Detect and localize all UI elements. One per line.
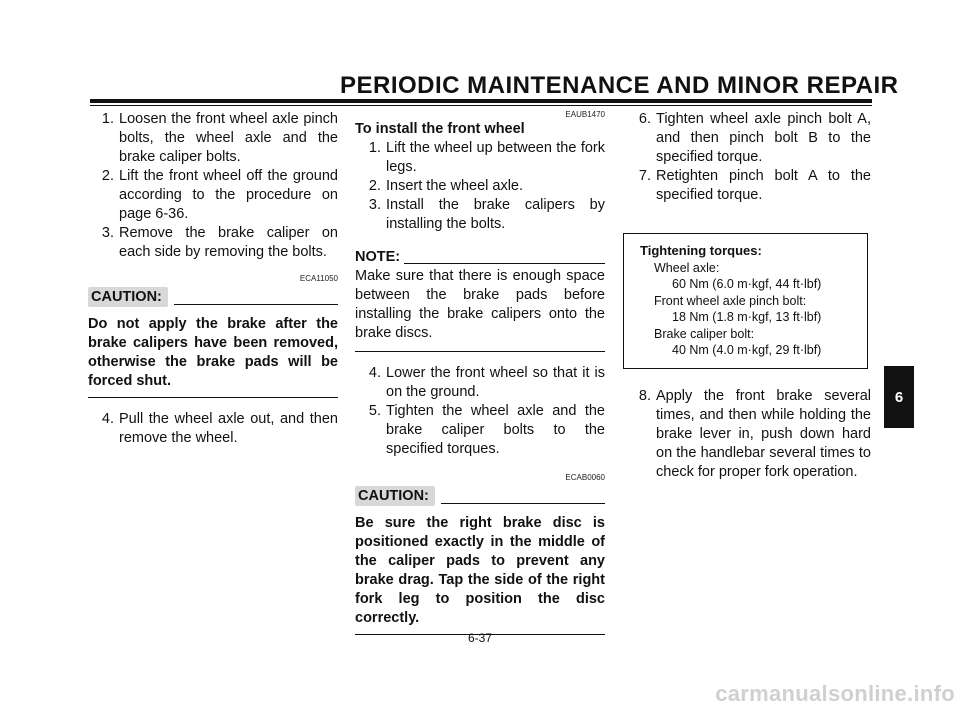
page-number: 6-37 xyxy=(467,631,493,645)
step-text: Tighten wheel axle pinch bolt A, and then pinch bolt B to the specified torque. xyxy=(656,111,871,165)
list-item xyxy=(355,402,605,459)
step-number: 5. xyxy=(368,403,381,419)
list-item xyxy=(88,110,338,167)
caution-text: Do not apply the brake after the brake calipers have been removed, otherwise the brake pads will be forced shut. xyxy=(88,315,338,398)
list-item xyxy=(355,139,605,177)
step-text: Remove the brake caliper on each side by removing the bolts. xyxy=(119,225,338,260)
caution-rule xyxy=(441,503,605,505)
torque-value: 60 Nm (6.0 m·kgf, 44 ft·lbf) xyxy=(672,277,822,291)
watermark: carmanualsonline.info xyxy=(715,681,955,706)
step-number: 3. xyxy=(101,225,114,241)
step-list xyxy=(625,110,871,205)
list-item xyxy=(355,177,605,196)
caution-text: Be sure the right brake disc is positioned exactly in the middle of the caliper pads to prevent any brake drag. Tap the side of the right fork leg to position the disc correctly. xyxy=(355,514,605,635)
step-text: Lift the front wheel off the ground according to the procedure on page 6-36. xyxy=(119,168,338,222)
torque-value: 18 Nm (1.8 m·kgf, 13 ft·lbf) xyxy=(672,310,822,324)
list-item xyxy=(625,167,871,205)
note-rule xyxy=(404,263,605,264)
step-number: 4. xyxy=(101,411,114,427)
note-text: Make sure that there is enough space between the brake pads before installing the brake calipers onto the brake discs. xyxy=(355,267,605,352)
step-text: Lower the front wheel so that it is on the ground. xyxy=(386,365,605,400)
step-number: 6. xyxy=(638,111,651,127)
step-list xyxy=(88,410,338,448)
list-item xyxy=(88,224,338,262)
note-label: NOTE: xyxy=(355,249,401,265)
column-1 xyxy=(88,110,338,448)
section-code: EAUB1470 xyxy=(565,110,605,119)
header-rule-thin xyxy=(90,105,872,106)
caution-code: ECA11050 xyxy=(299,274,338,283)
step-number: 2. xyxy=(368,178,381,194)
step-list xyxy=(625,387,871,482)
torque-title: Tightening torques: xyxy=(640,243,762,258)
list-item xyxy=(355,364,605,402)
page-title: PERIODIC MAINTENANCE AND MINOR REPAIR xyxy=(340,72,899,99)
list-item xyxy=(355,196,605,234)
torque-name: Front wheel axle pinch bolt: xyxy=(654,293,807,308)
step-number: 4. xyxy=(368,365,381,381)
note-header xyxy=(355,248,605,267)
column-2 xyxy=(355,110,605,635)
step-number: 1. xyxy=(368,140,381,156)
list-item xyxy=(625,110,871,167)
step-list xyxy=(88,110,338,262)
step-text: Tighten the wheel axle and the brake caliper bolts to the specified torques. xyxy=(386,403,605,457)
step-number: 8. xyxy=(638,387,651,404)
step-number: 7. xyxy=(638,168,651,184)
caution-code: ECAB0060 xyxy=(565,473,605,482)
list-item xyxy=(88,167,338,224)
list-item xyxy=(625,387,871,482)
step-text: Retighten pinch bolt A to the specified torque. xyxy=(656,168,871,203)
step-list xyxy=(355,364,605,459)
step-list xyxy=(355,139,605,234)
caution-header xyxy=(88,287,338,307)
torque-value: 40 Nm (4.0 m·kgf, 29 ft·lbf) xyxy=(672,343,822,357)
step-text: Install the brake calipers by installing the bolts. xyxy=(386,197,605,232)
step-number: 2. xyxy=(101,168,114,184)
caution-label: CAUTION: xyxy=(355,486,435,506)
column-3 xyxy=(625,110,871,482)
torque-specs-box xyxy=(623,233,868,369)
step-number: 3. xyxy=(368,197,381,213)
step-number: 1. xyxy=(101,111,114,127)
list-item xyxy=(88,410,338,448)
step-text: Pull the wheel axle out, and then remove the wheel. xyxy=(119,411,338,446)
step-text: Loosen the front wheel axle pinch bolts, the wheel axle and the brake caliper bolts. xyxy=(119,111,338,165)
step-text: Lift the wheel up between the fork legs. xyxy=(386,140,605,175)
step-text: Apply the front brake several times, and then while holding the brake lever in, push down hard on the handlebar several times to check for proper fork operation. xyxy=(656,387,871,480)
caution-rule xyxy=(174,304,338,306)
section-title: To install the front wheel xyxy=(355,121,525,137)
step-text: Insert the wheel axle. xyxy=(386,178,524,194)
caution-header xyxy=(355,486,605,506)
torque-name: Brake caliper bolt: xyxy=(654,326,755,341)
caution-label: CAUTION: xyxy=(88,287,168,307)
chapter-tab: 6 xyxy=(884,366,914,428)
torque-name: Wheel axle: xyxy=(654,260,720,275)
header-rule xyxy=(90,99,872,103)
